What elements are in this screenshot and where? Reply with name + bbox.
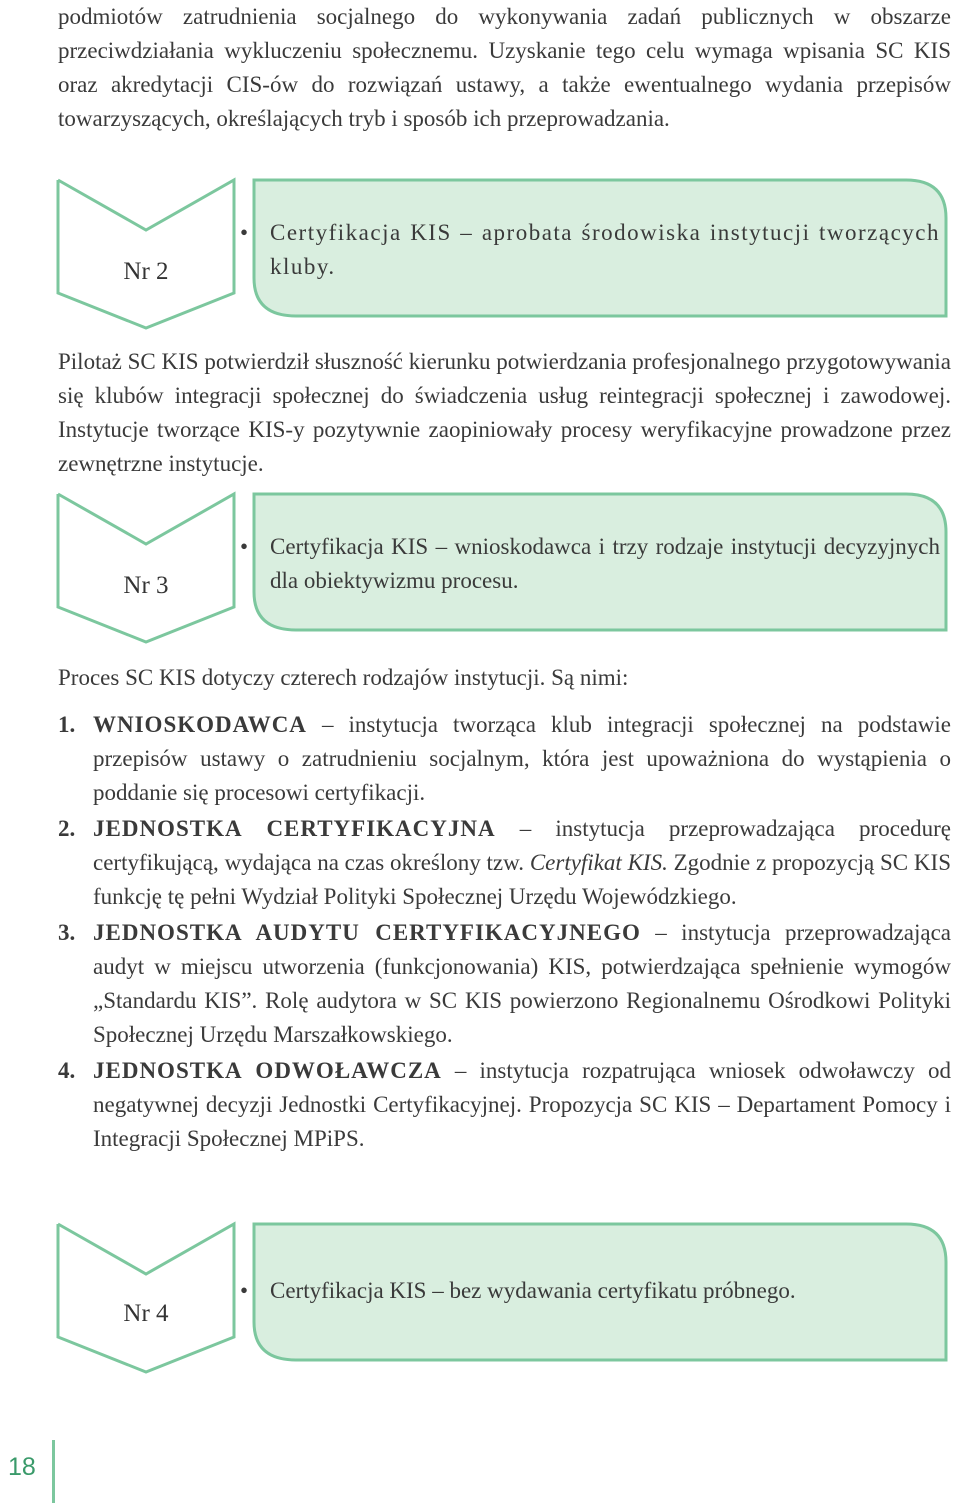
item-description-cont: Zgodnie z propozycją SC KIS funkcję tę pełni Wydział Polityki Społecznej Urzędu Wojewódzkiego. <box>93 850 951 909</box>
list-item <box>58 708 951 810</box>
callout-text <box>240 530 940 598</box>
item-description: – instytucja tworząca klub integracji społecznej na podstawie przepisów ustawy o zatrudnieniu socjalnym, która jest upoważniona do wystąpienia o poddanie się procesowi certyfikacji. <box>93 712 951 805</box>
institutions-list <box>58 708 951 1158</box>
item-term: JEDNOSTKA AUDYTU CERTYFIKACYJNEGO <box>93 920 641 945</box>
callout-text <box>240 216 940 284</box>
item-term: JEDNOSTKA ODWOŁAWCZA <box>93 1058 442 1083</box>
callout-text-content: Certyfikacja KIS – aprobata środowiska instytucji tworzących kluby. <box>270 220 940 279</box>
bullet-icon: • <box>240 1278 249 1303</box>
item-description: – instytucja rozpatrująca wniosek odwoławczy od negatywnej decyzji Jednostki Certyfikacyjnej. Propozycja SC KIS – Departament Pomocy i Integracji Społecznej MPiPS. <box>93 1058 951 1151</box>
bullet-icon: • <box>240 220 250 245</box>
callout-text-content: Certyfikacja KIS – wnioskodawca i trzy rodzaje instytucji decyzyjnych dla obiektywizmu procesu. <box>270 534 940 593</box>
process-intro: Proces SC KIS dotyczy czterech rodzajów instytucji. Są nimi: <box>58 665 629 690</box>
callout-number: Nr 3 <box>123 572 169 599</box>
callout-nr-2 <box>56 178 946 330</box>
item-description: – instytucja przeprowadzająca audyt w miejscu utworzenia (funkcjonowania) KIS, potwierdzająca spełnienie wymogów „Standardu KIS”. Rolę audytora w SC KIS powierzono Regionalnemu Ośrodkowi Polityki Społecznej Urzędu Marszałkowskiego. <box>93 920 951 1047</box>
list-item <box>58 1054 951 1156</box>
list-item <box>58 812 951 914</box>
item-italic: Certyfikat KIS. <box>529 850 668 875</box>
page-number-divider <box>52 1440 55 1503</box>
callout-nr-4 <box>56 1222 946 1374</box>
callout-number: Nr 2 <box>123 258 169 285</box>
item-number: 4. <box>58 1058 76 1083</box>
item-number: 1. <box>58 712 76 737</box>
item-description: – instytucja przeprowadzająca procedurę certyfikującą, wydająca na czas określony tzw. <box>93 816 951 875</box>
callout-text-content: Certyfikacja KIS – bez wydawania certyfikatu próbnego. <box>270 1278 796 1303</box>
pilot-paragraph: Pilotaż SC KIS potwierdził słuszność kierunku potwierdzania profesjonalnego przygotowywania się klubów integracji społecznej do świadczenia usług reintegracji społecznej i zawodowej. Instytucje tworzące KIS-y pozytywnie zaopiniowały procesy weryfikacyjne prowadzone przez zewnętrzne instytucje. <box>58 349 951 476</box>
page-number: 18 <box>8 1453 36 1481</box>
callout-number: Nr 4 <box>123 1300 169 1327</box>
callout-text <box>240 1274 940 1308</box>
item-term: JEDNOSTKA CERTYFIKACYJNA <box>93 816 496 841</box>
item-number: 3. <box>58 920 76 945</box>
item-number: 2. <box>58 816 76 841</box>
callout-nr-3 <box>56 492 946 644</box>
list-item <box>58 916 951 1052</box>
bullet-icon: • <box>240 534 249 559</box>
item-term: WNIOSKODAWCA <box>93 712 307 737</box>
intro-paragraph: podmiotów zatrudnienia socjalnego do wykonywania zadań publicznych w obszarze przeciwdziałania wykluczeniu społecznemu. Uzyskanie tego celu wymaga wpisania SC KIS oraz akredytacji CIS-ów do rozwiązań ustawy, a także ewentualnego wydania przepisów towarzyszących, określających tryb i sposób ich przeprowadzania. <box>58 4 951 131</box>
